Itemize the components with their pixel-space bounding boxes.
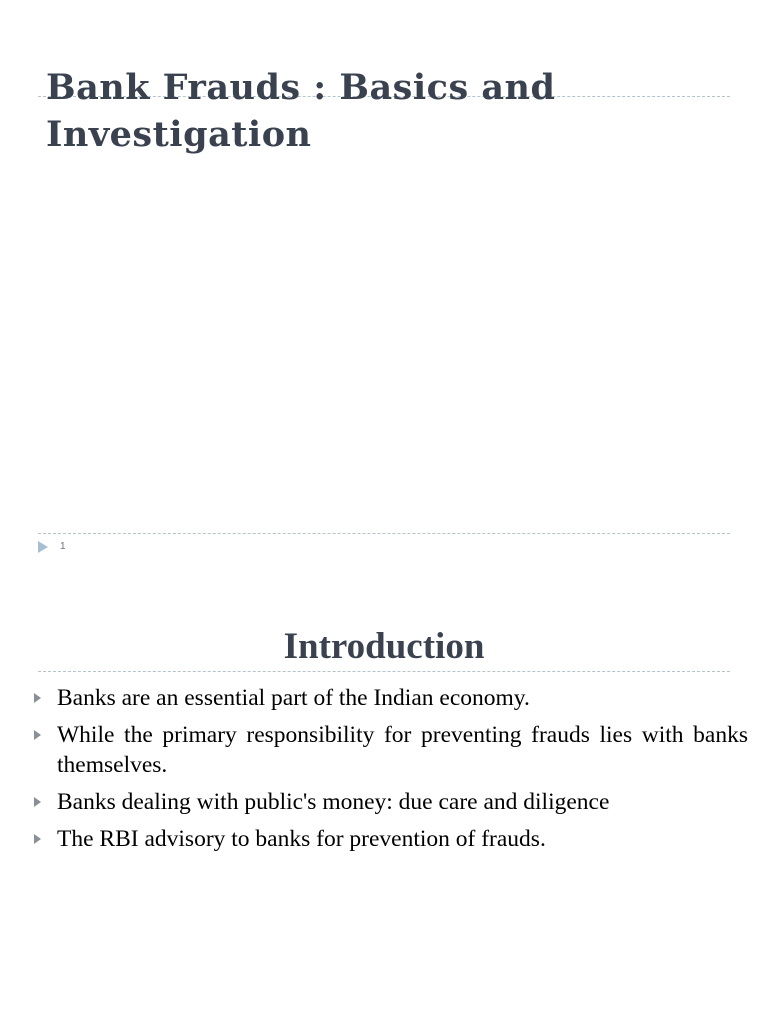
triangle-right-icon: [34, 730, 41, 740]
title-line-1: Bank Frauds : Basics and: [46, 67, 556, 108]
bullet-text: Banks dealing with public's money: due care and diligence: [57, 789, 610, 815]
triangle-right-icon: [38, 541, 48, 553]
bullet-text: Banks are an essential part of the Indian economy.: [57, 685, 530, 711]
footer-divider-line: [38, 533, 730, 534]
bullet-text: The RBI advisory to banks for prevention of frauds.: [57, 826, 546, 852]
list-item: [32, 824, 748, 854]
triangle-right-icon: [34, 693, 41, 703]
list-item: [32, 787, 748, 817]
bullet-text: While the primary responsibility for preventing frauds lies with banks themselves.: [57, 722, 748, 778]
slide-title: [46, 64, 726, 158]
list-item: [32, 720, 748, 780]
page-number: 1: [60, 541, 66, 552]
list-item: [32, 683, 748, 713]
triangle-right-icon: [34, 834, 41, 844]
title-divider-line: [38, 671, 730, 672]
bullet-list: [32, 683, 748, 861]
triangle-right-icon: [34, 797, 41, 807]
title-line-2: Investigation: [46, 114, 312, 155]
slide-title-introduction: Introduction: [283, 626, 485, 667]
